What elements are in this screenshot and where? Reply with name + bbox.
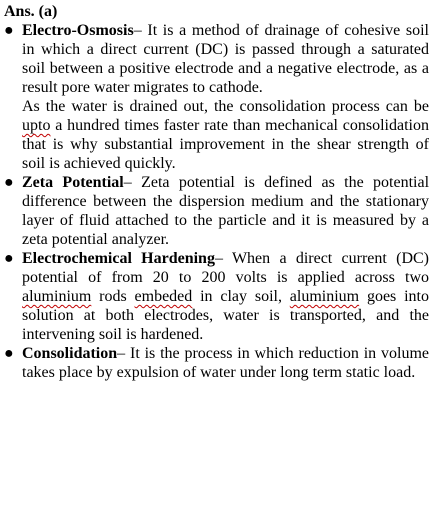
definition-paragraph: [22, 173, 429, 249]
definition-text: goes into solution at both electrodes, water is transported, and the intervening soil is hardened.: [22, 288, 429, 343]
item-body: [22, 249, 429, 344]
spellcheck-flagged-word: embeded: [134, 288, 193, 305]
term-label: Electro-Osmosis: [22, 22, 134, 39]
bullet-icon: ●: [4, 250, 14, 267]
list-item-zeta-potential: [4, 173, 429, 249]
definition-text: rods: [91, 288, 135, 305]
item-body: [22, 344, 429, 382]
list-item-consolidation: [4, 344, 429, 382]
term-separator: –: [133, 22, 148, 39]
list-item-electrochemical-hardening: [4, 249, 429, 344]
term-label: Zeta Potential: [22, 174, 124, 191]
definition-text: It is a method of drainage of cohesive soil in which a direct current (DC) is passed through a saturated soil between a positive electrode and a negative electrode, as a result pore water migrates to cathode.: [22, 22, 430, 96]
definition-text: When a direct current (DC) potential of from 20 to 200 volts is applied across two: [22, 250, 429, 286]
spellcheck-flagged-word: aluminium: [22, 288, 92, 305]
term-separator: –: [214, 250, 232, 267]
term-label: Electrochemical Hardening: [22, 250, 215, 267]
term-label: Consolidation: [22, 345, 118, 362]
spellcheck-flagged-word: upto: [22, 117, 51, 134]
term-separator: –: [117, 345, 130, 362]
definition-text: As the water is drained out, the consolidation process can be: [22, 98, 429, 115]
spellcheck-flagged-word: aluminium: [289, 288, 360, 305]
term-separator: –: [123, 174, 142, 191]
item-body: [22, 21, 429, 173]
bullet-icon: ●: [4, 345, 14, 362]
definition-paragraph: [22, 344, 429, 382]
list-item-electro-osmosis: [4, 21, 429, 173]
definition-text: a hundred times faster rate than mechanical consolidation that is why substantial improvement in the shear strength of soil is achieved quickly.: [22, 117, 429, 172]
item-body: [22, 173, 429, 249]
definition-paragraph: [22, 21, 429, 97]
definition-text: in clay soil,: [192, 288, 290, 305]
bullet-icon: ●: [4, 22, 14, 39]
definition-paragraph: [22, 97, 429, 173]
definition-text: Zeta potential is defined as the potential difference between the dispersion medium and the stationary layer of fluid attached to the particle and it is measured by a zeta potential analyzer.: [22, 174, 430, 248]
answer-heading: Ans. (a): [4, 3, 58, 20]
definition-list: [4, 21, 429, 382]
bullet-icon: ●: [4, 174, 14, 191]
definition-text: It is the process in which reduction in volume takes place by expulsion of water under long term static load.: [22, 345, 430, 381]
definition-paragraph: [22, 249, 429, 344]
